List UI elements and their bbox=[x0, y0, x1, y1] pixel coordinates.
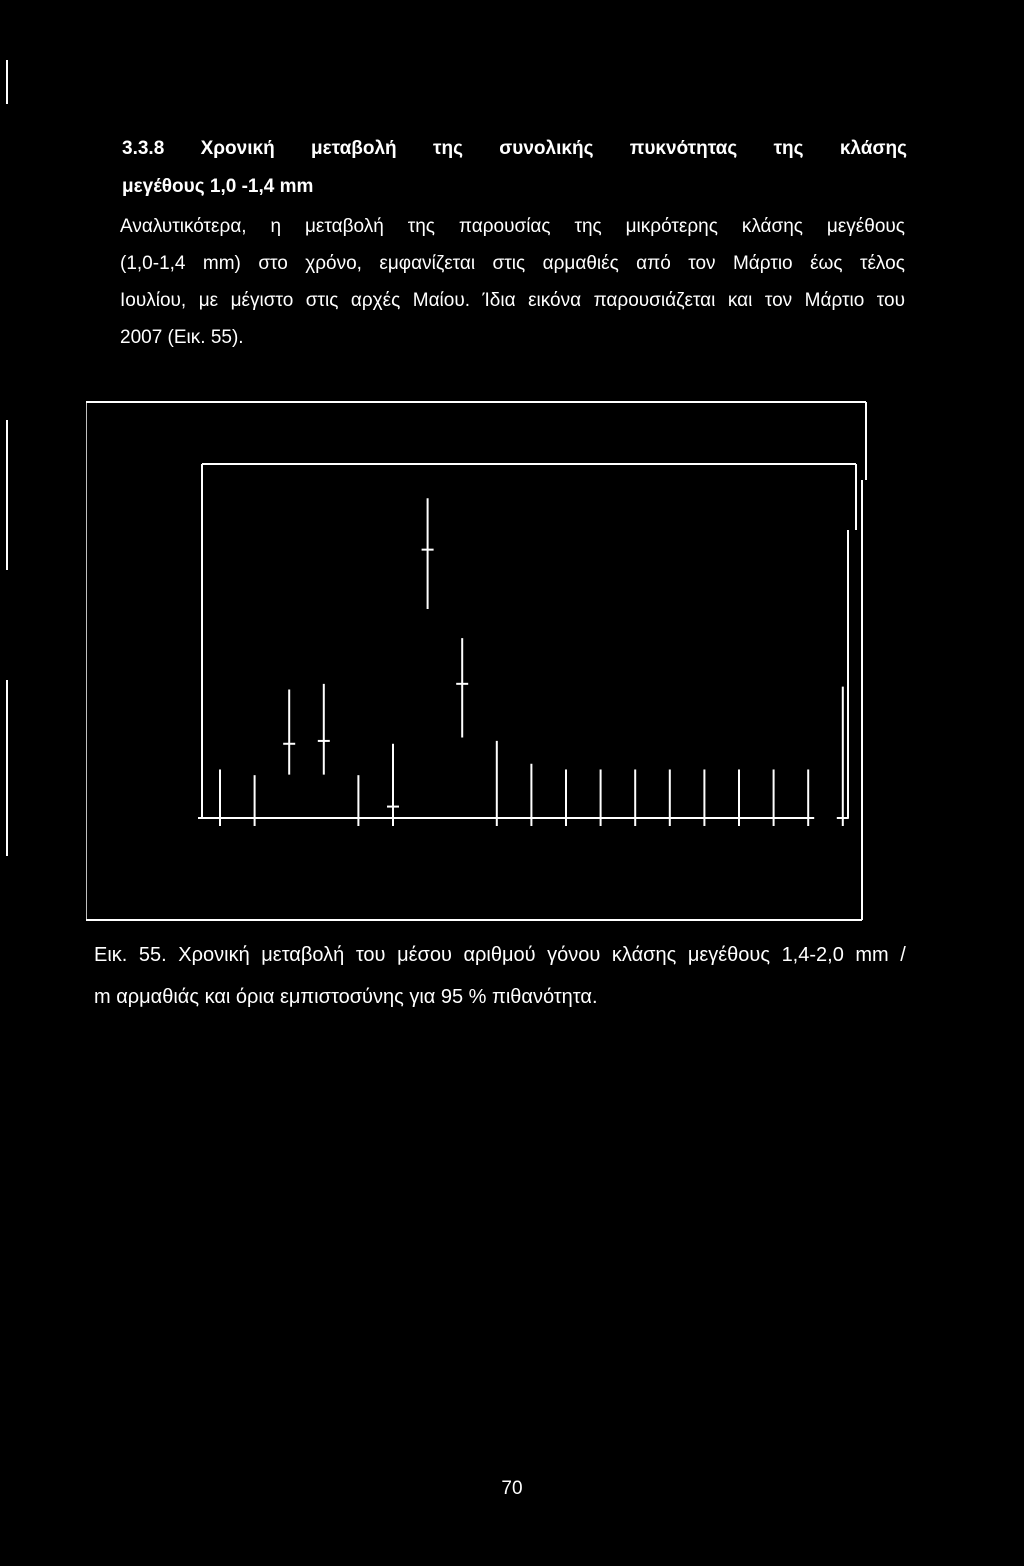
paragraph-word: εικόνα bbox=[528, 290, 582, 311]
caption-word: αριθμού bbox=[463, 944, 536, 966]
margin-line bbox=[6, 680, 8, 856]
paragraph-line bbox=[120, 282, 905, 319]
caption-word: Χρονική bbox=[178, 944, 250, 966]
paragraph-word: Μάρτιο bbox=[804, 290, 865, 311]
caption-word: μεταβολή bbox=[261, 944, 345, 966]
paragraph-word: Ίδια bbox=[482, 290, 516, 311]
figure-caption bbox=[94, 934, 906, 1018]
heading-word: κλάσης bbox=[839, 138, 907, 159]
caption-line1 bbox=[94, 934, 906, 976]
heading-word: συνολικής bbox=[499, 138, 594, 159]
page-number: 70 bbox=[501, 1478, 523, 1499]
paragraph-word: (1,0-1,4 bbox=[120, 253, 186, 274]
paragraph-word: τον bbox=[688, 253, 716, 274]
paragraph-word: αρμαθιές bbox=[542, 253, 619, 274]
paragraph-word: μέγιστο bbox=[230, 290, 294, 311]
caption-word: / bbox=[900, 944, 906, 966]
caption-line2: m αρμαθιάς και όρια εμπιστοσύνης για 95 % πιθανότητα. bbox=[94, 986, 598, 1008]
section-heading-line2: μεγέθους 1,0 -1,4 mm bbox=[122, 176, 314, 197]
paragraph-word: μεταβολή bbox=[304, 216, 384, 237]
paragraph-word: εμφανίζεται bbox=[379, 253, 476, 274]
heading-word: πυκνότητας bbox=[629, 138, 738, 159]
paragraph-word: της bbox=[574, 216, 602, 237]
paragraph-line bbox=[120, 208, 905, 245]
heading-word: Χρονική bbox=[200, 138, 275, 159]
error-bar-chart bbox=[86, 400, 870, 922]
caption-word: μέσου bbox=[397, 944, 452, 966]
caption-word: γόνου bbox=[547, 944, 601, 966]
paragraph-word: Μαίου. bbox=[412, 290, 471, 311]
paragraph-line bbox=[120, 245, 905, 282]
paragraph-line: 2007 (Εικ. 55). bbox=[120, 327, 244, 348]
paragraph-word: η bbox=[270, 216, 282, 237]
paragraph-word: έως bbox=[810, 253, 843, 274]
paragraph-word: στις bbox=[305, 290, 339, 311]
paragraph-word: mm) bbox=[202, 253, 241, 274]
paragraph-word: από bbox=[636, 253, 671, 274]
heading-word: της bbox=[773, 138, 804, 159]
paragraph-word: Μάρτιο bbox=[732, 253, 793, 274]
paragraph-word: του bbox=[876, 290, 905, 311]
paragraph-word: και bbox=[727, 290, 753, 311]
paragraph-word: στο bbox=[258, 253, 288, 274]
heading-word: της bbox=[433, 138, 463, 159]
caption-word: Εικ. bbox=[94, 944, 128, 966]
body-paragraph bbox=[120, 208, 905, 356]
paragraph-word: με bbox=[198, 290, 219, 311]
paragraph-word: μεγέθους bbox=[826, 216, 905, 237]
section-heading bbox=[122, 130, 907, 206]
error-bars bbox=[214, 498, 849, 826]
caption-word: μεγέθους bbox=[687, 944, 770, 966]
figure-55 bbox=[86, 400, 870, 922]
paragraph-word: αρχές bbox=[350, 290, 401, 311]
paragraph-word: παρουσιάζεται bbox=[593, 290, 716, 311]
heading-word: 3.3.8 bbox=[122, 138, 165, 159]
paragraph-word: μικρότερης bbox=[625, 216, 718, 237]
heading-word: μεταβολή bbox=[311, 138, 397, 159]
paragraph-word: τέλος bbox=[859, 253, 905, 274]
caption-word: 1,4-2,0 bbox=[781, 944, 844, 966]
paragraph-word: παρουσίας bbox=[458, 216, 551, 237]
margin-line bbox=[6, 420, 8, 570]
paragraph-word: χρόνο, bbox=[305, 253, 362, 274]
paragraph-word: στις bbox=[492, 253, 526, 274]
paragraph-word: Αναλυτικότερα, bbox=[120, 216, 247, 237]
caption-word: 55. bbox=[138, 944, 167, 966]
margin-line bbox=[6, 60, 8, 104]
paragraph-word: της bbox=[407, 216, 435, 237]
paragraph-word: Ιουλίου, bbox=[120, 290, 187, 311]
caption-word: του bbox=[355, 944, 386, 966]
paragraph-word: κλάσης bbox=[741, 216, 803, 237]
paragraph-word: τον bbox=[764, 290, 793, 311]
caption-word: κλάσης bbox=[611, 944, 677, 966]
caption-word: mm bbox=[855, 944, 889, 966]
section-heading-line1 bbox=[122, 130, 907, 168]
